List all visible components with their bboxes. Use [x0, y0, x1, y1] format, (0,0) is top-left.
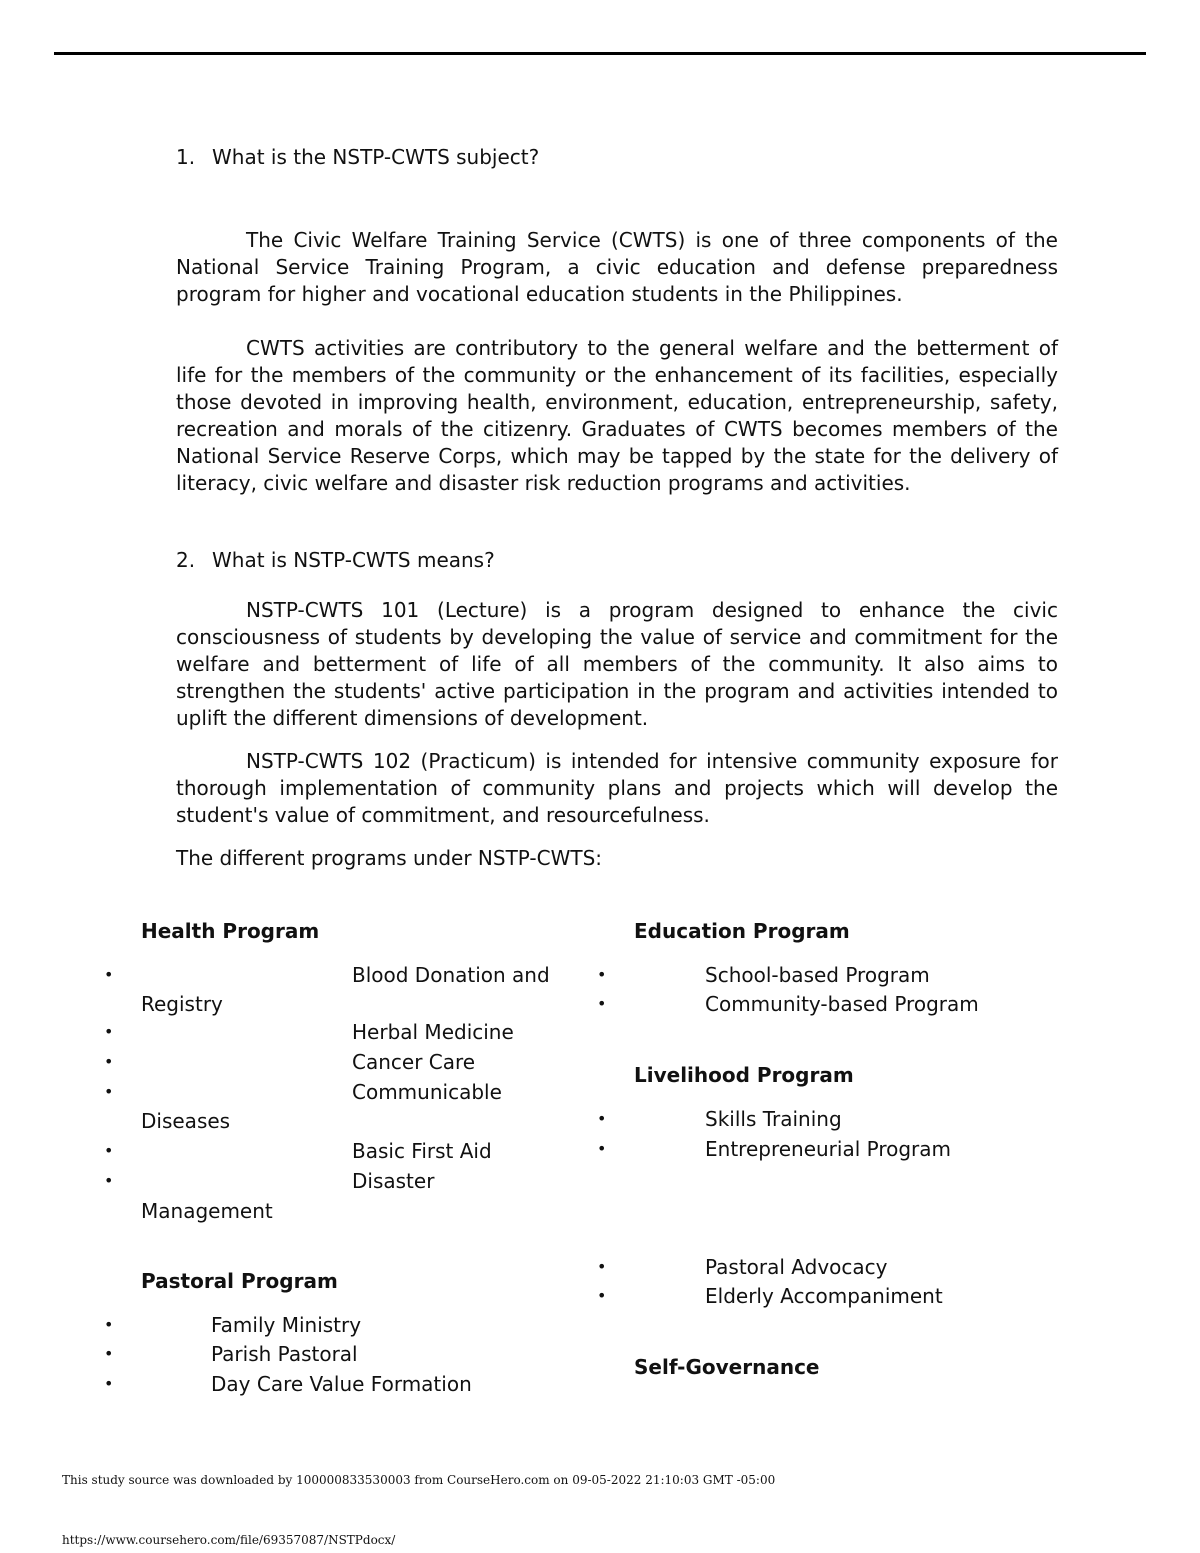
- question-2: [176, 547, 495, 574]
- livelihood-bullet-2: •: [597, 1139, 607, 1158]
- education-item-school-based: School-based Program: [705, 963, 930, 987]
- paragraph-programs-intro: The different programs under NSTP-CWTS:: [176, 846, 603, 870]
- question-1: [176, 144, 539, 171]
- pastoral-right-bullet-2: •: [597, 1286, 607, 1305]
- health-item-disaster: Disaster: [352, 1169, 435, 1193]
- pastoral-right-bullet-1: •: [597, 1257, 607, 1276]
- health-program-heading: Health Program: [141, 919, 320, 943]
- education-program-heading: Education Program: [634, 919, 850, 943]
- top-rule: [54, 52, 1146, 55]
- health-item-management: Management: [141, 1199, 273, 1223]
- health-bullet-5: •: [104, 1141, 114, 1160]
- question-1-number: 1.: [176, 145, 196, 169]
- paragraph-cwts-101: NSTP-CWTS 101 (Lecture) is a program designed to enhance the civic consciousness of students by developing the value of service and commitment for the welfare and betterment of life of all members of the community. It also aims to strengthen the students' active participation in the program and activities intended to uplift the different dimensions of development.: [176, 598, 1058, 730]
- pastoral-item-day-care: Day Care Value Formation: [211, 1372, 472, 1396]
- health-item-basic-first-aid: Basic First Aid: [352, 1139, 492, 1163]
- livelihood-bullet-1: •: [597, 1109, 607, 1128]
- education-item-community-based: Community-based Program: [705, 992, 979, 1016]
- health-item-blood-donation: Blood Donation and: [352, 963, 550, 987]
- health-bullet-1: •: [104, 965, 114, 984]
- health-bullet-6: •: [104, 1171, 114, 1190]
- pastoral-item-elderly: Elderly Accompaniment: [705, 1284, 943, 1308]
- health-item-cancer-care: Cancer Care: [352, 1050, 476, 1074]
- question-1-text: What is the NSTP-CWTS subject?: [212, 145, 540, 169]
- paragraph-cwts-102: NSTP-CWTS 102 (Practicum) is intended for intensive community exposure for thorough implementation of community plans and projects which will develop the student's value of commitment, and resourcefulness.: [176, 749, 1058, 827]
- health-bullet-3: •: [104, 1052, 114, 1071]
- self-governance-heading: Self-Governance: [634, 1355, 820, 1379]
- pastoral-program-heading: Pastoral Program: [141, 1269, 338, 1293]
- education-bullet-1: •: [597, 965, 607, 984]
- question-2-number: 2.: [176, 548, 196, 572]
- paragraph-cwts-definition: The Civic Welfare Training Service (CWTS) is one of three components of the National Service Training Program, a civic education and defense preparedness program for higher and vocational education students in the Philippines.: [176, 228, 1058, 306]
- question-2-text: What is NSTP-CWTS means?: [212, 548, 495, 572]
- health-item-herbal-medicine: Herbal Medicine: [352, 1020, 514, 1044]
- livelihood-item-skills-training: Skills Training: [705, 1107, 842, 1131]
- pastoral-bullet-2: •: [104, 1344, 114, 1363]
- paragraph-cwts-activities: CWTS activities are contributory to the general welfare and the betterment of life for the members of the community or the enhancement of its facilities, especially those devoted in improving health, environment, education, entrepreneurship, safety, recreation and morals of the citizenry. Graduates of CWTS becomes members of the National Service Reserve Corps, which may be tapped by the state for the delivery of literacy, civic welfare and disaster risk reduction programs and activities.: [176, 336, 1058, 495]
- livelihood-item-entrepreneurial: Entrepreneurial Program: [705, 1137, 952, 1161]
- education-bullet-2: •: [597, 994, 607, 1013]
- pastoral-item-parish: Parish Pastoral: [211, 1342, 358, 1366]
- source-url[interactable]: https://www.coursehero.com/file/69357087/NSTPdocx/: [62, 1533, 396, 1547]
- pastoral-item-advocacy: Pastoral Advocacy: [705, 1255, 888, 1279]
- health-bullet-2: •: [104, 1022, 114, 1041]
- livelihood-program-heading: Livelihood Program: [634, 1063, 854, 1087]
- health-item-communicable: Communicable: [352, 1080, 502, 1104]
- pastoral-item-family-ministry: Family Ministry: [211, 1313, 362, 1337]
- pastoral-bullet-1: •: [104, 1315, 114, 1334]
- download-note: This study source was downloaded by 100000833530003 from CourseHero.com on 09-05-2022 21:10:03 GMT -05:00: [62, 1473, 776, 1487]
- health-item-registry: Registry: [141, 992, 223, 1016]
- health-bullet-4: •: [104, 1082, 114, 1101]
- pastoral-bullet-3: •: [104, 1374, 114, 1393]
- health-item-diseases: Diseases: [141, 1109, 231, 1133]
